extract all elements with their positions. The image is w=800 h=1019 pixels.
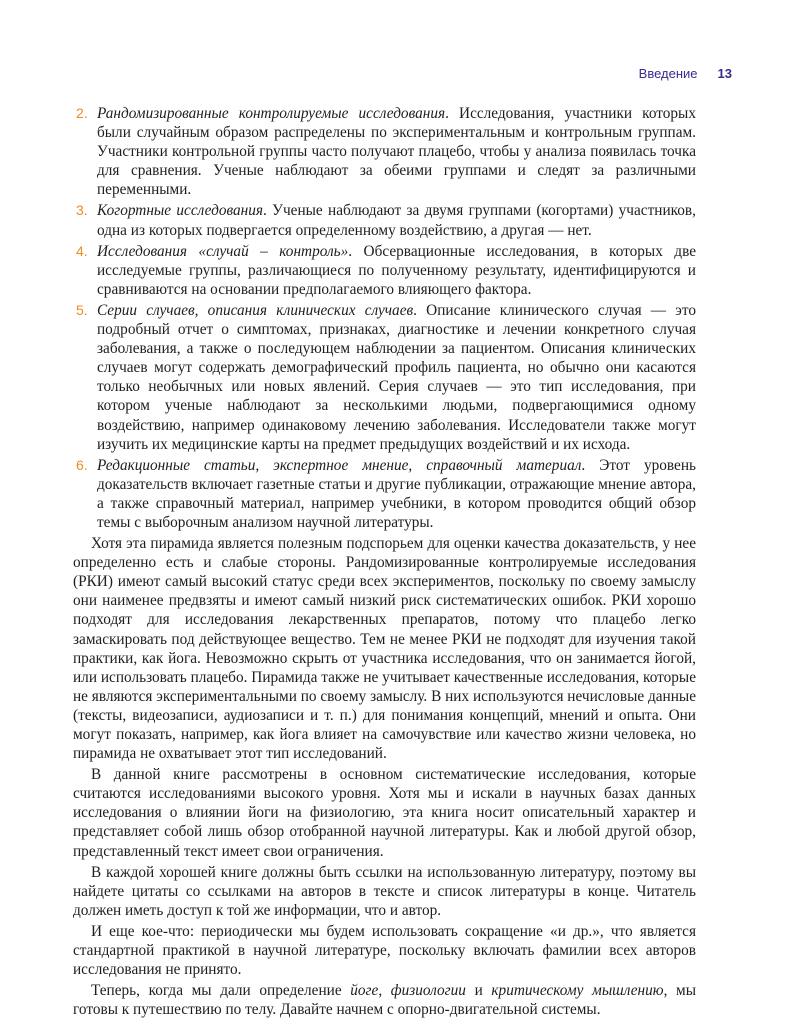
list-item — [73, 104, 696, 199]
list-item — [73, 201, 696, 239]
list-item-text: . Обсервационные исследования, в которых две исследуемые группы, различающиеся по полученному результату, идентифицируются и сравниваются на основании предполагаемого влияющего фактора. — [97, 242, 696, 298]
body-paragraph: В данной книге рассмотрены в основном систематические исследования, которые считаются исследованиями высокого уровня. Хотя мы и искали в научных базах данных исследования о влиянии йоги на физиологию, эта книга носит описательный характер и представляет собой лишь обзор отобранной научной литературы. Как и любой другой обзор, представленный текст имеет свои ограничения. — [73, 766, 696, 860]
list-item — [73, 242, 696, 299]
list-item-term: Исследования «случай – контроль» — [97, 242, 349, 260]
running-head-section: Введение — [638, 66, 698, 81]
final-text-1: Теперь, когда мы дали определение — [91, 982, 351, 1000]
list-item-number: 6. — [76, 456, 88, 473]
list-item-text: . Описание клинического случая — это подробный отчет о симптомах, признаках, диагностике и лечении конкретного случая заболевания, а также о последующем наблюдении за пациентом. Описания клинических случаев могут содержать демографический профиль пациента, но обычно они касаются только необычных или новых явлений. Серия случаев — это тип исследования, при котором ученые наблюдают за несколькими людьми, подвергающимися одному воздействию, например одинаковому лечению заболевания. Исследователи также могут изучить их медицинские карты на предмет предыдущих воздействий и их исхода. — [97, 301, 696, 453]
list-item-number: 3. — [76, 202, 88, 219]
final-text-2: , — [378, 982, 391, 1000]
list-item-number: 4. — [76, 242, 88, 259]
list-item-term: Редакционные статьи, экспертное мнение, справочный материал — [97, 456, 582, 474]
emphasis-physiology: физиологии — [390, 982, 466, 1000]
body-paragraph: Хотя эта пирамида является полезным подспорьем для оценки качества доказательств, у нее определенно есть и слабые стороны. Рандомизированные контролируемые исследования (РКИ) имеют самый высокий статус среди всех экспериментов, поскольку по своему замыслу они наименее предвзяты и имеют самый низкий риск систематических ошибок. РКИ хорошо подходят для исследования лекарственных препаратов, потому что плацебо легко замаскировать под действующее вещество. Тем не менее РКИ не подходят для изучения такой практики, как йога. Невозможно скрыть от участника исследования, что он занимается йогой, или использовать плацебо. Пирамида также не учитывает качественные исследования, которые не являются экспериментальными по своему замыслу. В них используются нечисловые данные (тексты, видеозаписи, аудиозаписи и т. п.) для понимания концепций, мнений и опыта. Они могут показать, например, как йога влияет на самочувствие или качество жизни человека, но пирамида не охватывает этот тип исследований. — [73, 535, 696, 763]
page-body — [73, 104, 696, 1019]
page-number: 13 — [717, 66, 732, 81]
list-item-text: . Этот уровень доказательств включает газетные статьи и другие публикации, отражающие мнение автора, а также справочный материал, например учебники, в котором проводится общий обзор темы с выборочным анализом научной литературы. — [97, 456, 696, 531]
emphasis-critical-thinking: критическому мышлению — [491, 982, 664, 1000]
list-item-number: 5. — [76, 301, 88, 318]
final-text-4: , мы готовы к путешествию по телу. Давайте начнем с опорно-двигательной системы. — [73, 982, 697, 1019]
list-item-text: . Исследования, участники которых были случайным образом распределены по экспериментальным и контрольным группам. Участники контрольной группы часто получают плацебо, чтобы у анализа появилась точка для сравнения. Ученые наблюдают за обеими группами и следят за различными переменными. — [97, 105, 696, 199]
list-item-number: 2. — [76, 105, 88, 121]
list-item-term: Когортные исследования — [97, 202, 263, 220]
emphasis-yoga: йоге — [350, 982, 379, 1000]
page-header — [639, 66, 732, 81]
list-item — [73, 301, 696, 454]
final-text-3: и — [465, 982, 492, 1000]
list-item — [73, 456, 696, 532]
list-item-term: Серии случаев, описания клинических случаев — [97, 301, 414, 319]
body-paragraph: И еще кое-что: периодически мы будем использовать сокращение «и др.», что является стандартной практикой в научной литературе, поскольку включать фамилии всех авторов исследования не принято. — [73, 922, 696, 979]
body-paragraph-final — [73, 981, 696, 1019]
body-paragraph: В каждой хорошей книге должны быть ссылки на использованную литературу, поэтому вы найдете цитаты со ссылками на авторов в тексте и список литературы в конце. Читатель должен иметь доступ к той же информации, что и автор. — [73, 863, 696, 919]
list-item-term: Рандомизированные контролируемые исследования — [97, 105, 446, 122]
list-item-text: . Ученые наблюдают за двумя группами (когортами) участников, одна из которых подвергается определенному воздействию, а другая — нет. — [97, 202, 696, 239]
